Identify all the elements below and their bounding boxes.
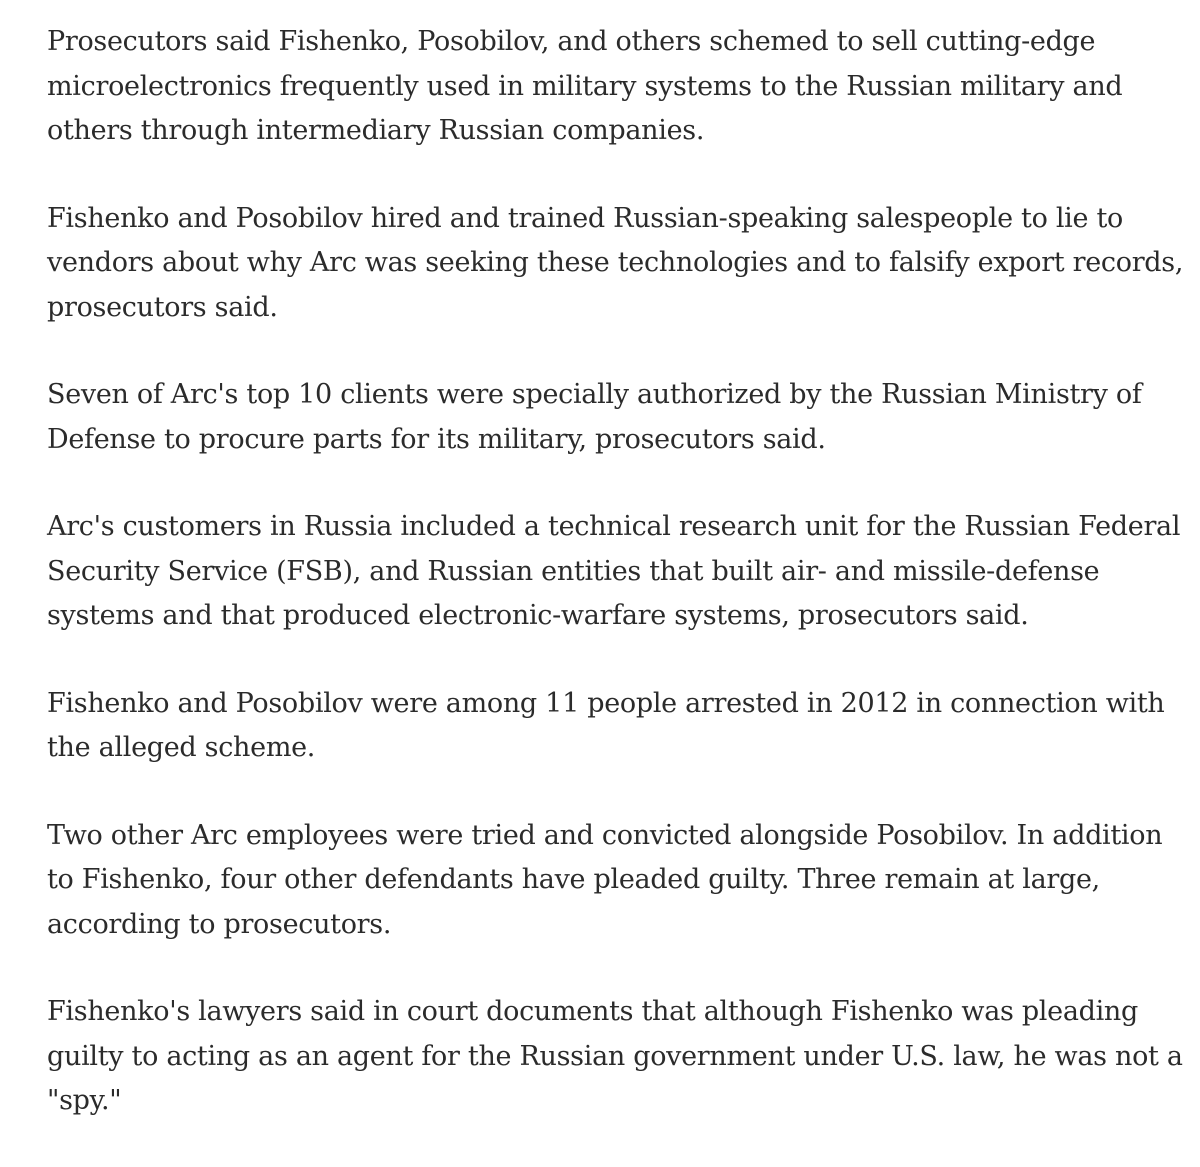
- article-body: [47, 20, 1187, 1167]
- paragraph-5: Fishenko and Posobilov were among 11 people arrested in 2012 in connection with the alleged scheme.: [47, 687, 1165, 763]
- paragraph-1: Prosecutors said Fishenko, Posobilov, and others schemed to sell cutting-edge microelectronics frequently used in military systems to the Russian military and others through intermediary Russian companies.: [47, 26, 1123, 146]
- paragraph-2: Fishenko and Posobilov hired and trained Russian-speaking salespeople to lie to vendors about why Arc was seeking these technologies and to falsify export records, prosecutors said.: [47, 202, 1184, 323]
- paragraph-7: Fishenko's lawyers said in court documents that although Fishenko was pleading guilty to acting as an agent for the Russian government under U.S. law, he was not a "spy.": [47, 996, 1183, 1116]
- paragraph-3: Seven of Arc's top 10 clients were specially authorized by the Russian Ministry of Defense to procure parts for its military, prosecutors said.: [47, 379, 1142, 455]
- paragraph-6: Two other Arc employees were tried and convicted alongside Posobilov. In addition to Fishenko, four other defendants have pleaded guilty. Three remain at large, according to prosecutors.: [47, 819, 1163, 940]
- paragraph-4: Arc's customers in Russia included a technical research unit for the Russian Federal Security Service (FSB), and Russian entities that built air- and missile-defense systems and that produced electronic-warfare systems, prosecutors said.: [47, 511, 1181, 631]
